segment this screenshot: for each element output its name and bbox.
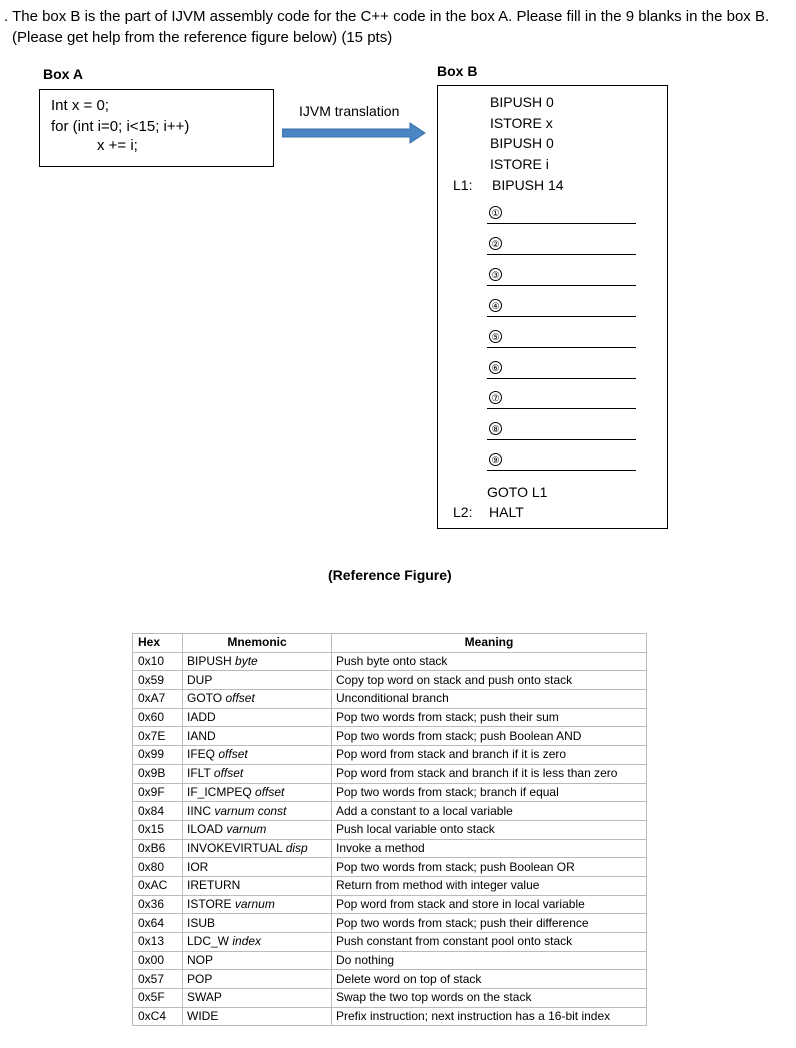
blank-3[interactable] — [487, 268, 636, 286]
blank-1[interactable] — [487, 206, 636, 224]
table-row — [133, 764, 647, 783]
header-meaning: Meaning — [332, 634, 647, 653]
blank-7[interactable] — [487, 391, 636, 409]
hex-cell: 0x15 — [133, 820, 183, 839]
box-a-line-2: for (int i=0; i<15; i++) — [51, 118, 190, 135]
mnemonic-arg: disp — [285, 840, 308, 855]
translation-arrow-icon — [282, 122, 426, 144]
mnemonic-op: GOTO — [187, 691, 223, 706]
meaning-cell: Do nothing — [332, 951, 647, 970]
meaning-cell: Invoke a method — [332, 839, 647, 858]
blank-number-6: ⑥ — [489, 361, 502, 374]
code-line-l1: BIPUSH 14 — [492, 177, 564, 193]
hex-cell: 0x64 — [133, 914, 183, 933]
mnemonic-cell — [183, 1007, 332, 1026]
box-a-line-3: x += i; — [97, 137, 138, 154]
code-line-3: BIPUSH 0 — [490, 135, 554, 151]
table-row — [133, 970, 647, 989]
meaning-cell: Copy top word on stack and push onto stack — [332, 671, 647, 690]
mnemonic-cell — [183, 652, 332, 671]
hex-cell: 0xAC — [133, 876, 183, 895]
hex-cell: 0x59 — [133, 671, 183, 690]
box-b — [437, 85, 668, 529]
mnemonic-op: INVOKEVIRTUAL — [187, 840, 283, 855]
header-hex: Hex — [133, 634, 183, 653]
mnemonic-op: IFEQ — [187, 747, 216, 762]
mnemonic-cell — [183, 746, 332, 765]
table-row — [133, 895, 647, 914]
blank-number-4: ④ — [489, 299, 502, 312]
hex-cell: 0xA7 — [133, 690, 183, 709]
hex-cell: 0x9B — [133, 764, 183, 783]
mnemonic-cell — [183, 671, 332, 690]
mnemonic-op: BIPUSH — [187, 654, 232, 669]
table-row — [133, 671, 647, 690]
table-row — [133, 876, 647, 895]
code-halt: HALT — [489, 504, 524, 520]
meaning-cell: Pop word from stack and store in local variable — [332, 895, 647, 914]
reference-header-row — [133, 634, 647, 653]
mnemonic-cell — [183, 858, 332, 877]
mnemonic-cell — [183, 727, 332, 746]
mnemonic-arg: varnum — [234, 896, 275, 911]
blank-number-5: ⑤ — [489, 330, 502, 343]
table-row — [133, 652, 647, 671]
box-a — [39, 89, 274, 167]
mnemonic-arg: index — [232, 934, 262, 949]
hex-cell: 0x13 — [133, 933, 183, 952]
mnemonic-cell — [183, 764, 332, 783]
mnemonic-op: NOP — [187, 953, 214, 968]
hex-cell: 0x00 — [133, 951, 183, 970]
reference-table — [132, 633, 647, 1026]
mnemonic-op: IADD — [187, 710, 216, 725]
mnemonic-cell — [183, 690, 332, 709]
meaning-cell: Pop two words from stack; push Boolean OR — [332, 858, 647, 877]
meaning-cell: Pop two words from stack; push their difference — [332, 914, 647, 933]
table-row — [133, 727, 647, 746]
meaning-cell: Pop word from stack and branch if it is less than zero — [332, 764, 647, 783]
hex-cell: 0x99 — [133, 746, 183, 765]
meaning-cell: Prefix instruction; next instruction has a 16-bit index — [332, 1007, 647, 1026]
meaning-cell: Swap the two top words on the stack — [332, 989, 647, 1008]
header-mnemonic: Mnemonic — [183, 634, 332, 653]
translation-label: IJVM translation — [299, 103, 400, 119]
meaning-cell: Return from method with integer value — [332, 876, 647, 895]
code-line-2: ISTORE x — [490, 115, 553, 131]
mnemonic-op: IFLT — [187, 766, 211, 781]
mnemonic-cell — [183, 802, 332, 821]
table-row — [133, 820, 647, 839]
mnemonic-op: IF_ICMPEQ — [187, 784, 252, 799]
meaning-cell: Push byte onto stack — [332, 652, 647, 671]
mnemonic-arg: byte — [235, 654, 258, 669]
meaning-cell: Add a constant to a local variable — [332, 802, 647, 821]
hex-cell: 0x80 — [133, 858, 183, 877]
mnemonic-cell — [183, 989, 332, 1008]
table-row — [133, 858, 647, 877]
mnemonic-arg: varnum — [226, 822, 267, 837]
meaning-cell: Delete word on top of stack — [332, 970, 647, 989]
table-row — [133, 802, 647, 821]
mnemonic-cell — [183, 951, 332, 970]
blank-number-3: ③ — [489, 268, 502, 281]
mnemonic-op: WIDE — [187, 1009, 219, 1024]
mnemonic-arg: offset — [213, 766, 244, 781]
mnemonic-cell — [183, 914, 332, 933]
hex-cell: 0xB6 — [133, 839, 183, 858]
blank-9[interactable] — [487, 453, 636, 471]
question-line-2: (Please get help from the reference figure below) (15 pts) — [12, 29, 393, 46]
table-row — [133, 951, 647, 970]
mnemonic-cell — [183, 933, 332, 952]
mnemonic-cell — [183, 708, 332, 727]
meaning-cell: Push constant from constant pool onto stack — [332, 933, 647, 952]
label-l2: L2: — [453, 504, 473, 520]
mnemonic-cell — [183, 839, 332, 858]
mnemonic-op: ISUB — [187, 915, 216, 930]
blank-4[interactable] — [487, 299, 636, 317]
hex-cell: 0x9F — [133, 783, 183, 802]
meaning-cell: Pop two words from stack; branch if equal — [332, 783, 647, 802]
mnemonic-op: ISTORE — [187, 896, 232, 911]
mnemonic-op: POP — [187, 971, 213, 986]
hex-cell: 0x10 — [133, 652, 183, 671]
code-line-4: ISTORE i — [490, 156, 549, 172]
mnemonic-op: IAND — [187, 728, 216, 743]
label-l1: L1: — [453, 177, 473, 193]
blank-6[interactable] — [487, 361, 636, 379]
table-row — [133, 914, 647, 933]
blank-5[interactable] — [487, 330, 636, 348]
mnemonic-op: IINC — [187, 803, 211, 818]
mnemonic-op: ILOAD — [187, 822, 224, 837]
code-line-1: BIPUSH 0 — [490, 94, 554, 110]
blank-2[interactable] — [487, 237, 636, 255]
mnemonic-arg: offset — [225, 691, 255, 706]
question-line-1: . The box B is the part of IJVM assembly code for the C++ code in the box A. Please fill in the 9 blanks in the box B. — [4, 8, 770, 25]
hex-cell: 0x36 — [133, 895, 183, 914]
mnemonic-op: DUP — [187, 672, 213, 687]
hex-cell: 0xC4 — [133, 1007, 183, 1026]
blank-number-8: ⑧ — [489, 422, 502, 435]
meaning-cell: Pop two words from stack; push Boolean AND — [332, 727, 647, 746]
hex-cell: 0x60 — [133, 708, 183, 727]
blank-number-1: ① — [489, 206, 502, 219]
meaning-cell: Push local variable onto stack — [332, 820, 647, 839]
mnemonic-op: IOR — [187, 859, 209, 874]
hex-cell: 0x7E — [133, 727, 183, 746]
hex-cell: 0x57 — [133, 970, 183, 989]
reference-title: (Reference Figure) — [328, 567, 452, 583]
mnemonic-cell — [183, 895, 332, 914]
mnemonic-arg: offset — [218, 747, 248, 762]
table-row — [133, 746, 647, 765]
mnemonic-cell — [183, 970, 332, 989]
table-row — [133, 690, 647, 709]
code-goto: GOTO L1 — [487, 484, 548, 500]
meaning-cell: Unconditional branch — [332, 690, 647, 709]
mnemonic-cell — [183, 876, 332, 895]
blank-number-7: ⑦ — [489, 391, 502, 404]
box-a-line-1: Int x = 0; — [51, 97, 109, 114]
mnemonic-op: IRETURN — [187, 878, 241, 893]
box-b-label: Box B — [437, 63, 478, 79]
blank-number-9: ⑨ — [489, 453, 502, 466]
table-row — [133, 839, 647, 858]
blank-number-2: ② — [489, 237, 502, 250]
hex-cell: 0x84 — [133, 802, 183, 821]
table-row — [133, 783, 647, 802]
meaning-cell: Pop two words from stack; push their sum — [332, 708, 647, 727]
mnemonic-cell — [183, 783, 332, 802]
table-row — [133, 1007, 647, 1026]
meaning-cell: Pop word from stack and branch if it is zero — [332, 746, 647, 765]
blank-8[interactable] — [487, 422, 636, 440]
mnemonic-cell — [183, 820, 332, 839]
hex-cell: 0x5F — [133, 989, 183, 1008]
table-row — [133, 933, 647, 952]
mnemonic-op: LDC_W — [187, 934, 230, 949]
table-row — [133, 989, 647, 1008]
box-a-label: Box A — [43, 66, 83, 82]
mnemonic-arg: varnum const — [214, 803, 287, 818]
table-row — [133, 708, 647, 727]
mnemonic-arg: offset — [255, 784, 285, 799]
mnemonic-op: SWAP — [187, 990, 222, 1005]
